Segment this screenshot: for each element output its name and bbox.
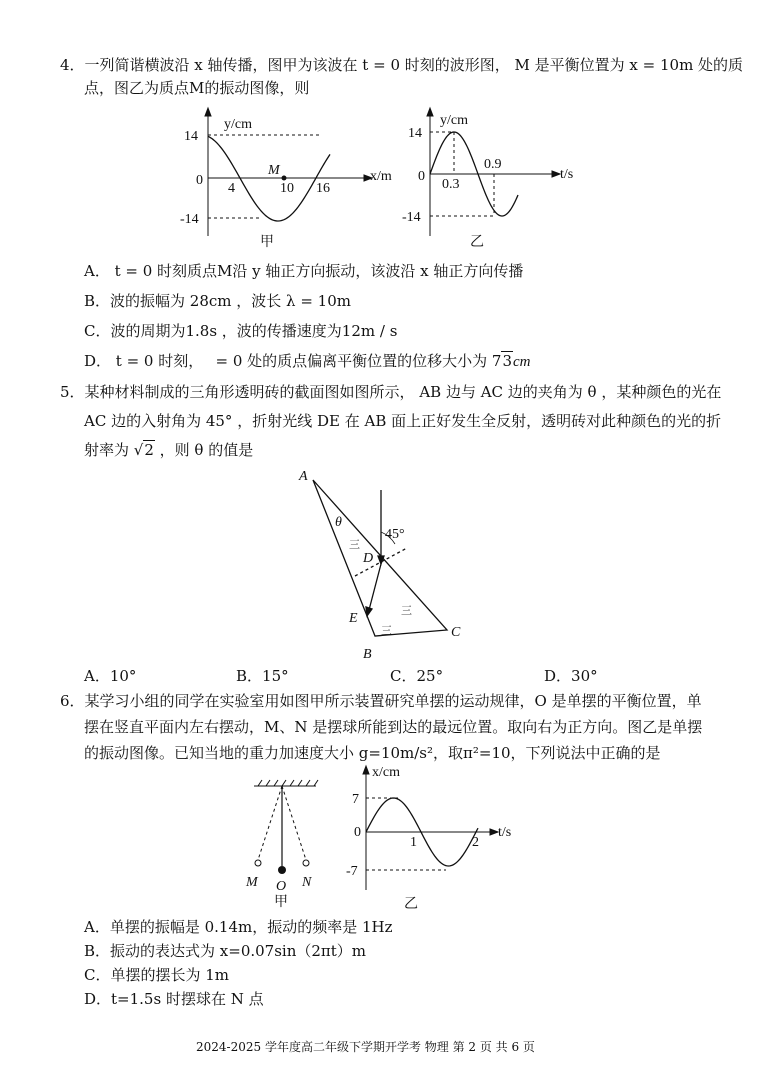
q5-label-e: E <box>349 611 358 626</box>
q5-fig-triangle-prism <box>295 466 495 666</box>
q6-yi-tick-2: 2 <box>472 835 479 850</box>
q5-glass-mark-2: 三 <box>401 605 412 617</box>
q6-label-m: M <box>246 875 258 890</box>
q5-option-b[interactable]: B．15° <box>236 667 289 685</box>
q5-label-d: D <box>363 551 374 566</box>
q4-fig-yi-vibration-graph <box>400 108 580 248</box>
q5-option-c[interactable]: C．25° <box>390 667 444 685</box>
q4-jia-xlabel: x/m <box>370 169 392 184</box>
q4-jia-point-m: M <box>268 163 280 178</box>
q5-stem-line1: 5．某种材料制成的三角形透明砖的截面图如图所示， AB 边与 AC 边的夹角为 θ ，某种颜色的光在 <box>60 383 722 401</box>
q5-label-45deg: 45° <box>385 527 405 542</box>
q5-stem-line3-post: ，则 θ 的值是 <box>154 441 254 459</box>
q4-option-a[interactable]: A． t = 0 时刻质点M沿 y 轴正方向振动，该波沿 x 轴正方向传播 <box>84 262 524 280</box>
q4-option-d-text: D． t = 0 时刻， = 0 处的质点偏离平衡位置的位移大小为 7 <box>84 352 502 370</box>
q6-stem-line2: 摆在竖直平面内左右摆动，M、N 是摆球所能到达的最远位置。取向右为正方向。图乙是单摆 <box>84 718 703 736</box>
q5-option-a[interactable]: A．10° <box>84 667 137 685</box>
q6-yi-ylabel: x/cm <box>372 765 400 780</box>
q6-fig-yi-vibration-graph <box>344 766 524 916</box>
q5-stem-line3-radicand: 2 <box>144 441 154 459</box>
q4-yi-xlabel: t/s <box>560 167 574 182</box>
q4-yi-tick-14: 14 <box>408 126 422 141</box>
q4-option-c[interactable]: C．波的周期为1.8s ，波的传播速度为12m / s <box>84 322 398 340</box>
q4-option-d[interactable] <box>84 350 531 373</box>
page-footer: 2024-2025 学年度高二年级下学期开学考 物理 第 2 页 共 6 页 <box>196 1040 535 1054</box>
q4-jia-caption: 甲 <box>260 235 274 250</box>
q4-stem-line1: 4．一列简谐横波沿 x 轴传播，图甲为该波在 t = 0 时刻的波形图， M 是平衡位置为 x = 10m 处的质 <box>60 56 744 74</box>
q5-option-d[interactable]: D．30° <box>544 667 598 685</box>
q6-yi-tick-1: 1 <box>410 835 417 850</box>
q6-label-n: N <box>302 875 312 890</box>
q6-fig-jia-pendulum <box>240 770 330 910</box>
q5-stem-line3-pre: 射率为 <box>84 441 134 459</box>
q5-glass-mark-1: 三 <box>349 539 360 551</box>
q6-yi-tick-neg7: -7 <box>346 864 358 879</box>
q4-fig-jia-wave-graph <box>180 108 392 250</box>
q6-yi-xlabel: t/s <box>498 825 512 840</box>
q4-yi-ylabel: y/cm <box>440 113 468 128</box>
q6-option-b[interactable]: B．振动的表达式为 x=0.07sin（2πt）m <box>84 942 367 960</box>
q6-option-d[interactable]: D．t=1.5s 时摆球在 N 点 <box>84 990 264 1008</box>
q6-stem-line3: 的振动图像。已知当地的重力加速度大小 g=10m/s²，取π²=10，下列说法中正确的是 <box>84 744 661 762</box>
q6-yi-caption: 乙 <box>404 897 418 912</box>
q6-jia-caption: 甲 <box>274 895 288 910</box>
q5-glass-mark-3: 三 <box>381 625 392 637</box>
q6-option-c[interactable]: C．单摆的摆长为 1m <box>84 966 230 984</box>
q4-stem-line2: 点，图乙为质点M的振动图像，则 <box>84 79 310 97</box>
q5-stem-line3: 射率为 √2 ，则 θ 的值是 <box>84 441 254 459</box>
q6-option-a[interactable]: A．单摆的振幅是 0.14m，振动的频率是 1Hz <box>84 918 393 936</box>
q5-label-c: C <box>451 625 461 640</box>
q4-jia-tick-10: 10 <box>280 181 294 196</box>
q4-jia-ylabel: y/cm <box>224 117 252 132</box>
q4-option-b[interactable]: B．波的振幅为 28cm ，波长 λ = 10m <box>84 292 351 310</box>
q5-label-b: B <box>363 647 372 662</box>
q4-jia-tick-neg14: -14 <box>180 212 199 227</box>
q4-yi-tick-0: 0 <box>418 169 425 184</box>
q5-label-theta: θ <box>335 515 342 530</box>
q6-stem-line1: 6．某学习小组的同学在实验室用如图甲所示装置研究单摆的运动规律，O 是单摆的平衡位置，单 <box>60 692 702 710</box>
q6-yi-tick-0: 0 <box>354 825 361 840</box>
q5-stem-line2: AC 边的入射角为 45° ，折射光线 DE 在 AB 面上正好发生全反射，透明砖对此种颜色的光的折 <box>84 412 722 430</box>
q6-yi-tick-7: 7 <box>352 792 359 807</box>
q4-option-d-unit: cm <box>513 354 531 370</box>
q4-jia-tick-14: 14 <box>184 129 198 144</box>
q4-yi-tick-neg14: -14 <box>402 210 421 225</box>
q4-jia-tick-4: 4 <box>228 181 235 196</box>
q4-yi-tick-03: 0.3 <box>442 177 460 192</box>
q4-yi-tick-09: 0.9 <box>484 157 502 172</box>
q4-jia-tick-0: 0 <box>196 173 203 188</box>
q4-yi-caption: 乙 <box>470 235 484 250</box>
q6-label-o: O <box>276 879 287 894</box>
q4-jia-tick-16: 16 <box>316 181 330 196</box>
q5-label-a: A <box>299 469 308 484</box>
q4-option-d-radicand: 3 <box>502 352 513 370</box>
